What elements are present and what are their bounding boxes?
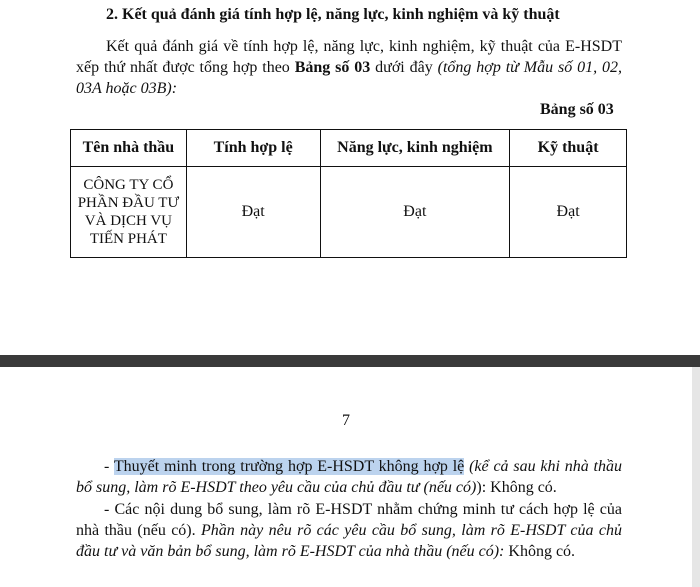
bullet-clarification (76, 499, 622, 562)
bullet-text: ): Không có. (476, 479, 557, 496)
header-validity: Tính hợp lệ (186, 130, 320, 167)
bullet-dash: - (104, 458, 114, 475)
header-bidder-name: Tên nhà thầu (71, 130, 187, 167)
header-technical: Kỹ thuật (510, 130, 627, 167)
page-number: 7 (342, 412, 350, 429)
intro-note: (tổng hợp từ Mẫu số 01, 02, 03A hoặc 03B): (76, 59, 623, 97)
table-caption: Bảng số 03 (540, 101, 614, 118)
cell-bidder (71, 167, 187, 258)
bullet-invalid-explanation (76, 456, 622, 498)
intro-text: Kết quả đánh giá về tính hợp lệ, năng lực, kinh nghiệm, kỹ thuật của E-HSDT xếp thứ nhất được tổng hợp theo (76, 38, 622, 76)
page-separator (0, 355, 700, 367)
cell-capacity: Đạt (320, 167, 510, 258)
section-heading: 2. Kết quả đánh giá tính hợp lệ, năng lực, kinh nghiệm và kỹ thuật (106, 6, 560, 23)
bullet-italic: (kể cả sau khi nhà thầu bổ sung, làm rõ E-HSDT theo yêu cầu của chủ đầu tư (nếu có) (76, 458, 623, 496)
cell-technical: Đạt (510, 167, 627, 258)
intro-text-2: dưới đây (370, 59, 438, 76)
bullet-dash: - (104, 501, 115, 518)
highlighted-text[interactable]: Thuyết minh trong trường hợp E-HSDT không hợp lệ (113, 458, 465, 475)
bidder-name: CÔNG TY CỔ PHẦN ĐẦU TƯ VÀ DỊCH VỤ TIẾN PHÁT (77, 177, 180, 247)
bullet-tail: Không có. (504, 543, 576, 560)
table-header-row (71, 130, 627, 167)
table-row (71, 167, 627, 258)
evaluation-table (70, 129, 627, 258)
header-capacity-experience: Năng lực, kinh nghiệm (320, 130, 510, 167)
table-reference: Bảng số 03 (294, 59, 371, 76)
cell-validity: Đạt (186, 167, 320, 258)
bullet-italic: Phần này nêu rõ các yêu cầu bổ sung, làm rõ E-HSDT của chủ đầu tư và văn bản bổ sung, làm rõ E-HSDT của nhà thầu (nếu có): (76, 522, 623, 560)
intro-paragraph (76, 36, 622, 99)
bullet-text: Các nội dung bổ sung, làm rõ E-HSDT nhằm chứng minh tư cách hợp lệ của nhà thầu (nếu có). (76, 501, 623, 539)
document-page-bottom (0, 367, 692, 587)
vertical-scrollbar[interactable] (692, 367, 700, 587)
